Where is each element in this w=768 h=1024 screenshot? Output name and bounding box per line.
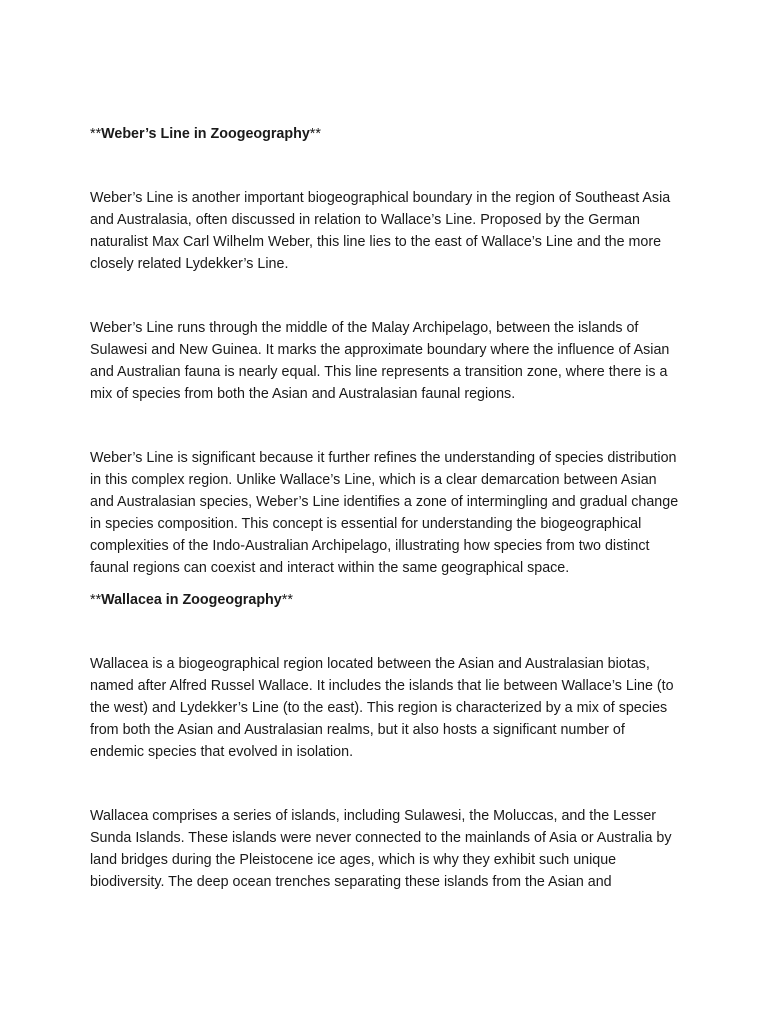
heading-prefix: ** <box>90 592 102 608</box>
heading-text: Weber’s Line in Zoogeography <box>101 126 310 142</box>
heading-suffix: ** <box>309 126 321 142</box>
paragraph: Weber’s Line runs through the middle of the Malay Archipelago, between the islands of Sulawesi and New Guinea. It marks the approximate boundary where the influence of Asian and Australian fauna is nearly equal. This line represents a transition zone, where there is a mix of species from both the Asian and Australasian faunal regions. <box>90 320 670 402</box>
heading-suffix: ** <box>281 592 293 608</box>
document-page <box>90 123 680 893</box>
paragraph: Wallacea comprises a series of islands, including Sulawesi, the Moluccas, and the Lesser Sunda Islands. These islands were never connected to the mainlands of Asia or Australia by land bridges during the Pleistocene ice ages, which is why they exhibit such unique biodiversity. The deep ocean trenches separating these islands from the Asian and <box>90 808 672 890</box>
section-heading-wallacea <box>90 589 680 611</box>
heading-text: Wallacea in Zoogeography <box>101 592 282 608</box>
paragraph: Wallacea is a biogeographical region located between the Asian and Australasian biotas, named after Alfred Russel Wallace. It includes the islands that lie between Wallace’s Line (to the west) and Lydekker’s Line (to the east). This region is characterized by a mix of species from both the Asian and Australasian realms, but it also hosts a significant number of endemic species that evolved in isolation. <box>90 656 674 760</box>
paragraph: Weber’s Line is significant because it further refines the understanding of species distribution in this complex region. Unlike Wallace’s Line, which is a clear demarcation between Asian and Australasian species, Weber’s Line identifies a zone of intermingling and gradual change in species composition. This concept is essential for understanding the biogeographical complexities of the Indo-Australian Archipelago, illustrating how species from two distinct faunal regions can coexist and interact within the same geographical space. <box>90 450 679 576</box>
heading-prefix: ** <box>90 126 102 142</box>
section-heading-webers-line <box>90 123 680 145</box>
paragraph: Weber’s Line is another important biogeographical boundary in the region of Southeast Asia and Australasia, often discussed in relation to Wallace’s Line. Proposed by the German naturalist Max Carl Wilhelm Weber, this line lies to the east of Wallace’s Line and the more closely related Lydekker’s Line. <box>90 190 671 272</box>
